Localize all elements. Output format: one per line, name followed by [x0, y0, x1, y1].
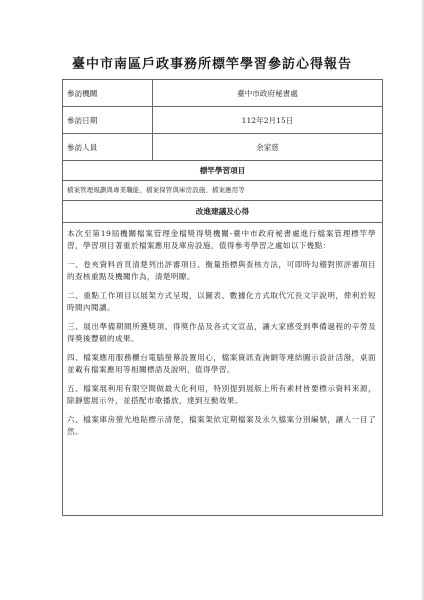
info-row-date: [63, 107, 383, 134]
info-row-person: [63, 134, 383, 161]
section2-body-row: [63, 223, 383, 516]
paragraph-3: 三、展出準備期間所獲獎項、得獎作品及各式文宣品，讓大家感受到準備過程的辛勞及得獎後豐碩的成果。: [67, 322, 376, 343]
paragraph-intro: 本次至第19屆機關檔案管理金檔獎得獎機關-臺中市政府秘書處進行檔案管理標竿學習，學習項目著重於檔案應用及庫房設施，值得參考學習之處如以下幾點：: [67, 229, 376, 250]
section1-heading-row: [63, 161, 383, 181]
agency-value: 臺中市政府秘書處: [153, 80, 383, 107]
suggestions-body: [63, 223, 383, 516]
section1-content-row: [63, 181, 383, 201]
paragraph-1: 一、卷夾資料首頁清楚列出評審項目、衡量指標與查核方法，可即時勾稽對照評審項目的查核重點及機關作為，清楚明瞭。: [67, 260, 376, 281]
paragraph-6: 六、檔案庫房螢光地貼標示清楚，檔案架依定期檔案及永久檔案分別編號，讓人一目了然。: [67, 415, 376, 436]
person-value: 余家慈: [153, 134, 383, 161]
date-label: 參訪日期: [63, 107, 153, 134]
paragraph-2: 二、重點工作項目以展架方式呈現，以圖表、數據化方式取代冗長文字說明，俾利於短時間內閱讀。: [67, 291, 376, 312]
suggestions-heading: 改進建議及心得: [63, 201, 383, 223]
report-table: [62, 79, 383, 516]
learning-items-heading: 標竿學習項目: [63, 161, 383, 181]
paragraph-4: 四、檔案應用服務櫃台電腦螢幕設置用心，檔案資訊查詢網等連結圖示設計活潑，桌面並載有檔案應用等相關標語及說明，值得學習。: [67, 353, 376, 374]
info-row-agency: [63, 80, 383, 107]
person-label: 參訪人員: [63, 134, 153, 161]
page-title: 臺中市南區戶政事務所標竿學習參訪心得報告: [71, 57, 352, 72]
section2-heading-row: [63, 201, 383, 223]
learning-items-content: 檔案管理規劃與專業職能、檔案保管與庫房設施、檔案應用等: [63, 181, 383, 201]
agency-label: 參訪機關: [63, 80, 153, 107]
paragraph-5: 五、檔案展利用有限空間做最大化利用，特別提到展版上所有素材皆要標示資料來源，除靜態展示外，並搭配市歌播放，達到互動效果。: [67, 384, 376, 405]
date-value: 112年2月15日: [153, 107, 383, 134]
